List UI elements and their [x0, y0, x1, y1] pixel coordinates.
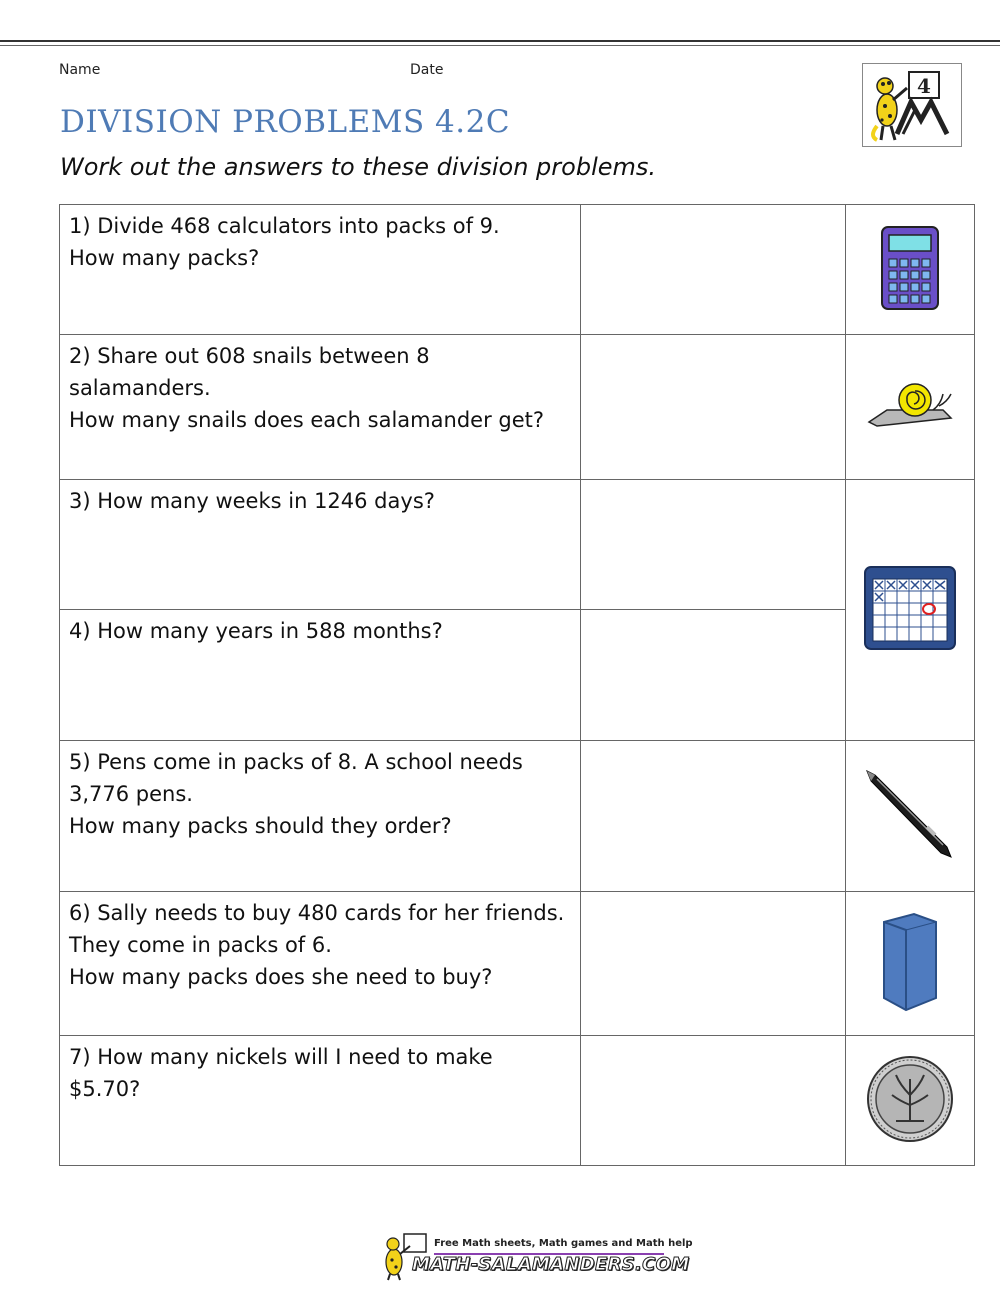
name-label: Name: [59, 62, 101, 78]
question-line: $5.70?: [69, 1077, 141, 1101]
footer-site-link[interactable]: MATH-SALAMANDERS.COM: [412, 1254, 690, 1275]
question-cell: [60, 741, 581, 892]
problem-row: [60, 892, 975, 1036]
page-title: DIVISION PROBLEMS 4.2C: [60, 104, 511, 140]
question-line: They come in packs of 6.: [69, 933, 332, 957]
question-cell: [60, 610, 581, 741]
grade-logo: [862, 63, 962, 147]
coin-icon: [866, 1055, 954, 1143]
answer-cell[interactable]: [581, 741, 846, 892]
illustration-cell: [846, 741, 975, 892]
question-cell: [60, 205, 581, 335]
answer-cell[interactable]: [581, 205, 846, 335]
illustration-cell: [846, 335, 975, 480]
illustration-cell: [846, 480, 975, 741]
salamander-logo-icon: [863, 64, 961, 146]
illustration-cell: [846, 1036, 975, 1166]
answer-cell[interactable]: [581, 335, 846, 480]
snail-icon: [867, 382, 953, 428]
answer-cell[interactable]: [581, 1036, 846, 1166]
question-line: 5) Pens come in packs of 8. A school needs: [69, 750, 523, 774]
question-line: 3) How many weeks in 1246 days?: [69, 489, 435, 513]
problem-row: [60, 1036, 975, 1166]
question-line: 1) Divide 468 calculators into packs of 9.: [69, 214, 500, 238]
question-line: 3,776 pens.: [69, 782, 193, 806]
answer-cell[interactable]: [581, 480, 846, 610]
question-line: How many packs should they order?: [69, 814, 452, 838]
question-cell: [60, 1036, 581, 1166]
date-label: Date: [410, 62, 444, 78]
question-cell: [60, 335, 581, 480]
question-line: 4) How many years in 588 months?: [69, 619, 443, 643]
instructions: Work out the answers to these division problems.: [60, 153, 657, 181]
question-cell: [60, 892, 581, 1036]
problem-row: [60, 741, 975, 892]
top-rule: [0, 40, 1000, 46]
card-icon: [880, 912, 940, 1012]
footer-tagline: Free Math sheets, Math games and Math help: [434, 1238, 693, 1249]
question-line: 6) Sally needs to buy 480 cards for her friends.: [69, 901, 565, 925]
question-line: salamanders.: [69, 376, 211, 400]
calculator-icon: [880, 225, 940, 311]
problem-row: [60, 335, 975, 480]
problems-table: [59, 204, 975, 1166]
pen-icon: [863, 767, 957, 861]
problem-row: [60, 610, 975, 741]
question-line: 7) How many nickels will I need to make: [69, 1045, 493, 1069]
answer-cell[interactable]: [581, 610, 846, 741]
question-line: How many packs?: [69, 246, 260, 270]
calendar-icon: [863, 565, 957, 651]
footer-logo: [380, 1232, 693, 1282]
question-line: How many packs does she need to buy?: [69, 965, 493, 989]
problem-row: [60, 480, 975, 610]
question-line: 2) Share out 608 snails between 8: [69, 344, 430, 368]
grade-number: 4: [917, 74, 931, 98]
problem-row: [60, 205, 975, 335]
illustration-cell: [846, 892, 975, 1036]
illustration-cell: [846, 205, 975, 335]
question-cell: [60, 480, 581, 610]
answer-cell[interactable]: [581, 892, 846, 1036]
question-line: How many snails does each salamander get?: [69, 408, 545, 432]
